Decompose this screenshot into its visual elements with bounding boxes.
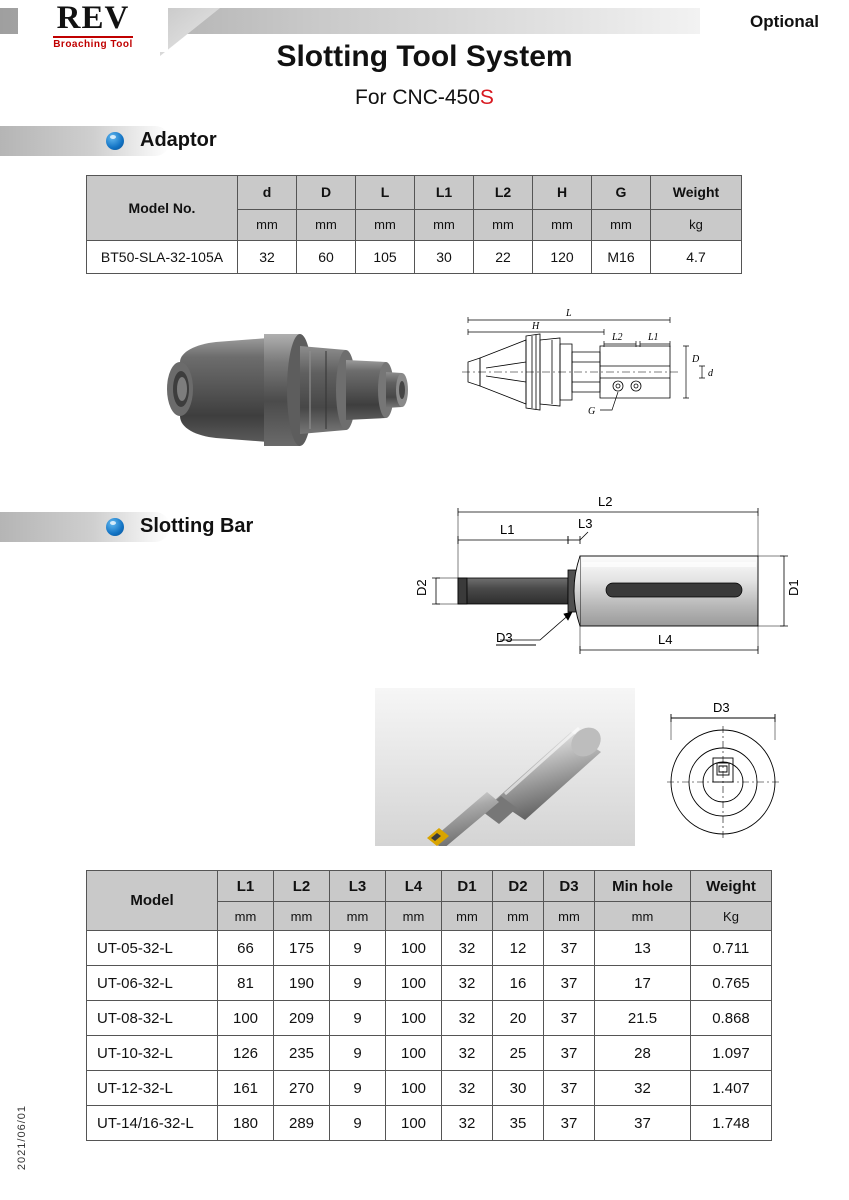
cell-L2: 209 [274,1001,330,1036]
cell-D2: 30 [493,1071,544,1106]
dimension-label-L2: L2 [612,332,623,343]
slotting-bar-spec-table [86,870,772,1141]
section-title-slotting-bar: Slotting Bar [140,515,254,537]
column-header-L1: L1 [415,176,474,210]
cell-L4: 100 [386,1036,442,1071]
dimension-label-D3: D3 [713,700,730,715]
cell-min-hole: 21.5 [595,1001,691,1036]
cell-L3: 9 [330,1036,386,1071]
cell-D3: 37 [544,1001,595,1036]
unit-D3: mm [544,902,595,931]
page-subtitle-accent: S [479,86,494,109]
dimension-label-L2: L2 [598,494,613,509]
page-header [0,0,849,120]
dimension-label-L1: L1 [500,522,515,537]
cell-weight: 0.765 [691,966,772,1001]
column-header-weight: Weight [651,176,742,210]
cell-weight: 0.868 [691,1001,772,1036]
column-header-model: Model No. [87,176,238,241]
page-subtitle-prefix: For CNC-450 [355,86,480,109]
document-date: 2021/06/01 [16,1104,28,1170]
cell-L1: 30 [415,241,474,274]
cell-D2: 12 [493,931,544,966]
dimension-label-D3: D3 [496,630,513,645]
column-header-min-hole: Min hole [595,871,691,902]
unit-d: mm [238,209,297,240]
column-header-L: L [356,176,415,210]
cell-L: 105 [356,241,415,274]
cell-L1: 81 [218,966,274,1001]
cell-L2: 289 [274,1106,330,1141]
cell-weight: 1.407 [691,1071,772,1106]
unit-H: mm [533,209,592,240]
cell-L1: 180 [218,1106,274,1141]
dimension-label-L: L [566,308,572,319]
cell-L4: 100 [386,966,442,1001]
cell-D1: 32 [442,1001,493,1036]
cell-model: UT-14/16-32-L [87,1106,218,1141]
slotting-bar-photo [375,688,635,846]
cell-model: UT-12-32-L [87,1071,218,1106]
table-row [87,966,772,1001]
cell-weight: 1.097 [691,1036,772,1071]
cell-D2: 16 [493,966,544,1001]
unit-L2: mm [474,209,533,240]
cell-D3: 37 [544,966,595,1001]
cell-D3: 37 [544,1036,595,1071]
adaptor-3d-render [150,320,430,460]
cell-weight: 1.748 [691,1106,772,1141]
logo-subtext: Broaching Tool [53,36,133,50]
optional-label: Optional [750,12,819,31]
cell-D2: 20 [493,1001,544,1036]
column-header-D2: D2 [493,871,544,902]
cell-L3: 9 [330,1071,386,1106]
bullet-dot-icon [106,518,124,536]
cell-D1: 32 [442,966,493,1001]
column-header-G: G [592,176,651,210]
cell-L3: 9 [330,966,386,1001]
column-header-L1: L1 [218,871,274,902]
dimension-label-D2: D2 [414,579,429,596]
unit-G: mm [592,209,651,240]
unit-D2: mm [493,902,544,931]
cell-D1: 32 [442,1036,493,1071]
cell-D2: 25 [493,1036,544,1071]
column-header-H: H [533,176,592,210]
cell-D2: 35 [493,1106,544,1141]
section-title-adaptor: Adaptor [140,129,217,151]
slotting-bar-dimension-drawing [400,490,820,680]
cell-L4: 100 [386,1106,442,1141]
cell-L2: 235 [274,1036,330,1071]
cell-L1: 100 [218,1001,274,1036]
cell-D3: 37 [544,1106,595,1141]
cell-model: UT-08-32-L [87,1001,218,1036]
page-subtitle [0,86,849,110]
cell-L3: 9 [330,1106,386,1141]
table-row [87,241,742,274]
unit-L3: mm [330,902,386,931]
unit-D1: mm [442,902,493,931]
column-header-d: d [238,176,297,210]
column-header-D1: D1 [442,871,493,902]
cell-weight: 4.7 [651,241,742,274]
dimension-label-L4: L4 [658,632,673,647]
cell-L4: 100 [386,931,442,966]
cell-L2: 22 [474,241,533,274]
cell-L2: 190 [274,966,330,1001]
unit-L1: mm [415,209,474,240]
unit-weight: Kg [691,902,772,931]
cell-min-hole: 28 [595,1036,691,1071]
section-header-slotting-bar [0,512,420,542]
dimension-label-G: G [588,406,596,417]
cell-model: UT-10-32-L [87,1036,218,1071]
unit-L1: mm [218,902,274,931]
cell-min-hole: 17 [595,966,691,1001]
unit-L2: mm [274,902,330,931]
logo-text: REV [56,0,130,36]
cell-D1: 32 [442,1106,493,1141]
cell-weight: 0.711 [691,931,772,966]
bullet-dot-icon [106,132,124,150]
dimension-label-L1: L1 [648,332,659,343]
cell-D: 60 [297,241,356,274]
cell-L1: 126 [218,1036,274,1071]
unit-L: mm [356,209,415,240]
adaptor-spec-table [86,175,742,274]
cell-min-hole: 32 [595,1071,691,1106]
dimension-label-d: d [708,368,713,379]
column-header-D: D [297,176,356,210]
table-header-row [87,871,772,902]
cell-L4: 100 [386,1001,442,1036]
table-row [87,1106,772,1141]
column-header-L3: L3 [330,871,386,902]
cell-model: UT-06-32-L [87,966,218,1001]
section-header-adaptor [0,126,420,156]
cell-D3: 37 [544,931,595,966]
dimension-label-L3: L3 [578,516,593,531]
dimension-label-D1: D1 [786,579,801,596]
unit-D: mm [297,209,356,240]
unit-L4: mm [386,902,442,931]
cell-model: BT50-SLA-32-105A [87,241,238,274]
column-header-D3: D3 [544,871,595,902]
cell-L3: 9 [330,931,386,966]
cell-G: M16 [592,241,651,274]
cell-L1: 161 [218,1071,274,1106]
cell-D1: 32 [442,931,493,966]
unit-weight: kg [651,209,742,240]
column-header-L2: L2 [474,176,533,210]
cell-D3: 37 [544,1071,595,1106]
table-row [87,931,772,966]
table-row [87,1036,772,1071]
table-row [87,1001,772,1036]
cell-min-hole: 13 [595,931,691,966]
cell-L2: 175 [274,931,330,966]
column-header-weight: Weight [691,871,772,902]
cell-L1: 66 [218,931,274,966]
page-title: Slotting Tool System [276,40,573,73]
column-header-model: Model [87,871,218,931]
cell-min-hole: 37 [595,1106,691,1141]
cell-D1: 32 [442,1071,493,1106]
slotting-bar-end-view [655,700,805,845]
unit-min-hole: mm [595,902,691,931]
table-header-row [87,176,742,210]
cell-L4: 100 [386,1071,442,1106]
cell-H: 120 [533,241,592,274]
dimension-label-D: D [692,354,700,365]
column-header-L2: L2 [274,871,330,902]
cell-d: 32 [238,241,297,274]
cell-model: UT-05-32-L [87,931,218,966]
cell-L3: 9 [330,1001,386,1036]
adaptor-dimension-drawing [440,300,760,450]
table-row [87,1071,772,1106]
dimension-label-H: H [532,321,540,332]
cell-L2: 270 [274,1071,330,1106]
column-header-L4: L4 [386,871,442,902]
